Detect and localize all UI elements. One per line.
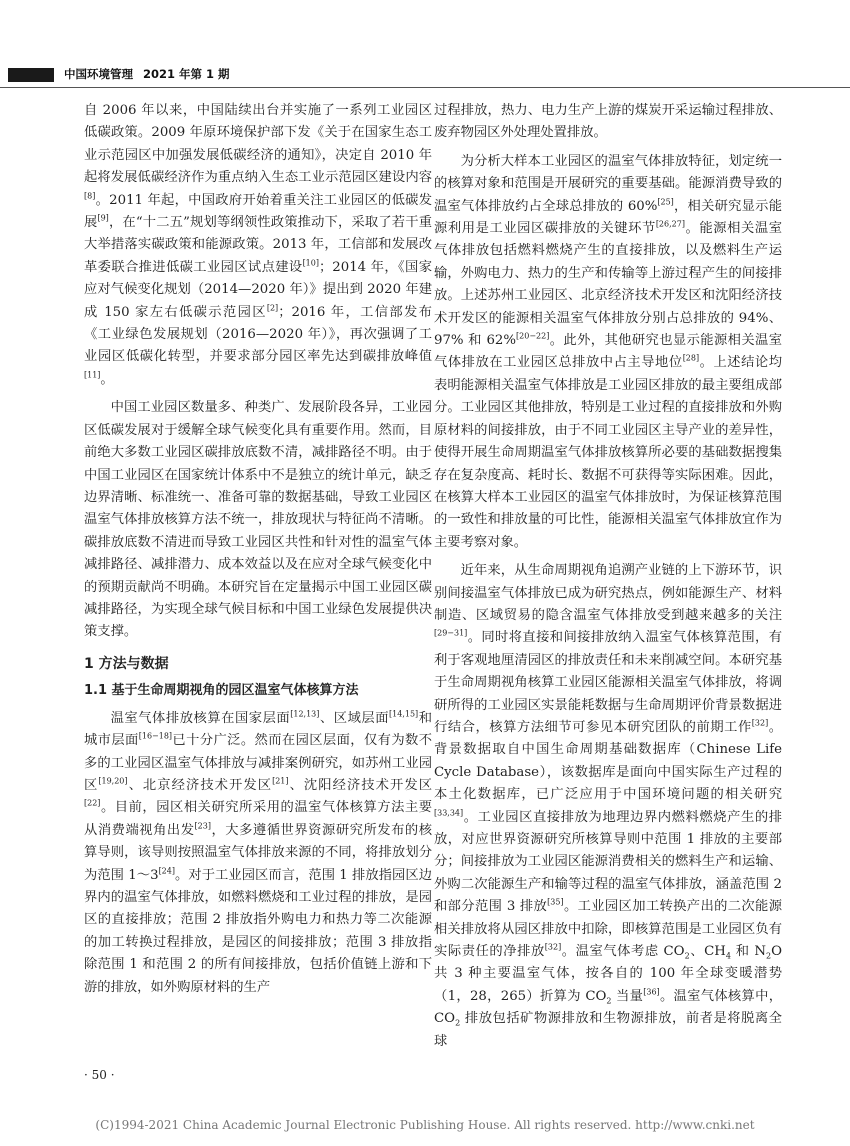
header-rule — [0, 87, 850, 88]
page-number: · 50 · — [84, 1068, 115, 1082]
left-column — [84, 100, 432, 999]
journal-name: 中国环境管理 — [64, 67, 133, 81]
header-black-bar — [8, 68, 54, 82]
paragraph: 过程排放，热力、电力生产上游的煤炭开采运输过程排放、废弃物园区外处理处置排放。 — [434, 103, 782, 141]
paragraph: 温室气体排放核算在国家层面[12,13]、区域层面[14,15]和城市层面[16−18]已十分广泛。然而在园区层面，仅有为数不多的工业园区温室气体排放与减排案例研究，如苏州工业园区[19,20]、北京经济技术开发区[21]、沈阳经济技术开发区[22]。目前，园区相关研究所采用的温室气体核算方法主要从消费端视角出发[23]，大多遵循世界资源研究所发布的核算导则，该导则按照温室气体排放来源的不同，将排放划分为范围 1～3[24]。对于工业园区而言，范围 1 排放指园区边界内的温室气体排放，如燃料燃烧和工业过程的排放，是园区的直接排放；范围 2 排放指外购电力和热力等二次能源的加工转换过程排放，是园区的间接排放；范围 3 排放指除范围 1 和范围 2 的所有间接排放，包括价值链上游和下游的排放，如外购原材料的生产 — [84, 709, 433, 995]
journal-issue: 2021 年第 1 期 — [143, 67, 230, 81]
subsection-heading: 1.1 基于生命周期视角的园区温室气体核算方法 — [84, 682, 359, 698]
running-header — [64, 66, 230, 82]
paragraph: 中国工业园区数量多、种类广、发展阶段各异，工业园区低碳发展对于缓解全球气候变化具有重要作用。然而，目前绝大多数工业园区碳排放底数不清，减排路径不明。由于中国工业园区在国家统计体系中不是独立的统计单元，缺乏边界清晰、标准统一、准备可靠的数据基础，导致工业园区温室气体排放核算方法不统一，排放现状与特征尚不清晰。碳排放底数不清进而导致工业园区共性和针对性的温室气体减排路径、减排潜力、成本效益以及在应对全球气候变化中的预期贡献尚不明确。本研究旨在定量揭示中国工业园区碳减排路径，为实现全球气候目标和中国工业绿色发展提供决策支撑。 — [84, 400, 432, 640]
right-column — [434, 100, 782, 1053]
section-heading: 1 方法与数据 — [84, 655, 169, 672]
paragraph: 为分析大样本工业园区的温室气体排放特征，划定统一的核算对象和范围是开展研究的重要基础。能源消费导致的温室气体排放约占全球总排放的 60%[25]，相关研究显示能源利用是工业园区碳排放的关键环节[26,27]。能源相关温室气体排放包括燃料燃烧产生的直接排放，以及燃料生产运输，外购电力、热力的生产和传输等上游过程产生的间接排放。上述苏州工业园区、北京经济技术开发区和沈阳经济技术开发区的能源相关温室气体排放分别占总排放的 94%、97% 和 62%[20−22]。此外，其他研究也显示能源相关温室气体排放在工业园区总排放中占主导地位[28]。上述结论均表明能源相关温室气体排放是工业园区排放的最主要组成部分。工业园区其他排放，特别是工业过程的直接排放和外购原材料的间接排放，由于不同工业园区主导产业的差异性，使得开展生命周期温室气体排放核算所必要的基础数据搜集存在复杂度高、耗时长、数据不可获得等实际困难。因此，在核算大样本工业园区的温室气体排放时，为保证核算范围的一致性和排放量的可比性，能源相关温室气体排放宜作为主要考察对象。 — [434, 153, 783, 550]
copyright-footer: (C)1994-2021 China Academic Journal Electronic Publishing House. All rights reserved. http://www.cnki.net — [95, 1118, 755, 1132]
paragraph: 近年来，从生命周期视角追溯产业链的上下游环节，识别间接温室气体排放已成为研究热点，例如能源生产、材料制造、区域贸易的隐含温室气体排放受到越来越多的关注[29−31]。同时将直接和间接排放纳入温室气体核算范围，有利于客观地厘清园区的排放责任和未来削减空间。本研究基于生命周期视角核算工业园区能源相关温室气体排放，将调研所得的工业园区实景能耗数据与生命周期评价背景数据进行结合，核算方法细节可参见本研究团队的前期工作[32]。背景数据取自中国生命周期基础数据库（Chinese Life Cycle Database），该数据库是面向中国实际生产过程的本土化数据库，已广泛应用于中国环境问题的相关研究[33,34]。工业园区直接排放为地理边界内燃料燃烧产生的排放，对应世界资源研究所核算导则中范围 1 排放的主要部分；间接排放为工业园区能源消费相关的燃料生产和运输、外购二次能源生产和输等过程的温室气体排放，涵盖范围 2 和部分范围 3 排放[35]。工业园区加工转换产出的二次能源相关排放将从园区排放中扣除，即核算范围是工业园区负有实际责任的净排放[32]。温室气体考虑 $CO_2$、$CH_4$ 和 $N_2O$ 共 3 种主要温室气体，按各自的 100 年全球变暖潜势（1，28，265）折算为 $CO_2$ 当量[36]。温室气体核算中，$CO_2$ 排放包括矿物源排放和生物源排放，前者是将脱离全球 — [434, 563, 783, 1049]
paragraph: 自 2006 年以来，中国陆续出台并实施了一系列工业园区低碳政策。2009 年原环境保护部下发《关于在国家生态工业示范园区中加强发展低碳经济的通知》，决定自 2010 年起将发展低碳经济作为重点纳入生态工业示范园区建设内容[8]。2011 年起，中国政府开始着重关注工业园区的低碳发展[9]，在“十二五”规划等纲领性政策推动下，采取了若干重大举措落实碳政策和能源政策。2013 年，工信部和发展改革委联合推进低碳工业园区试点建设[10]；2014 年，《国家应对气候变化规划（2014—2020 年）》提出到 2020 年建成 150 家左右低碳示范园区[2]；2016 年，工信部发布《工业绿色发展规划（2016—2020 年）》，再次强调了工业园区低碳化转型，并要求部分园区率先达到碳排放峰值[11]。 — [84, 103, 432, 387]
